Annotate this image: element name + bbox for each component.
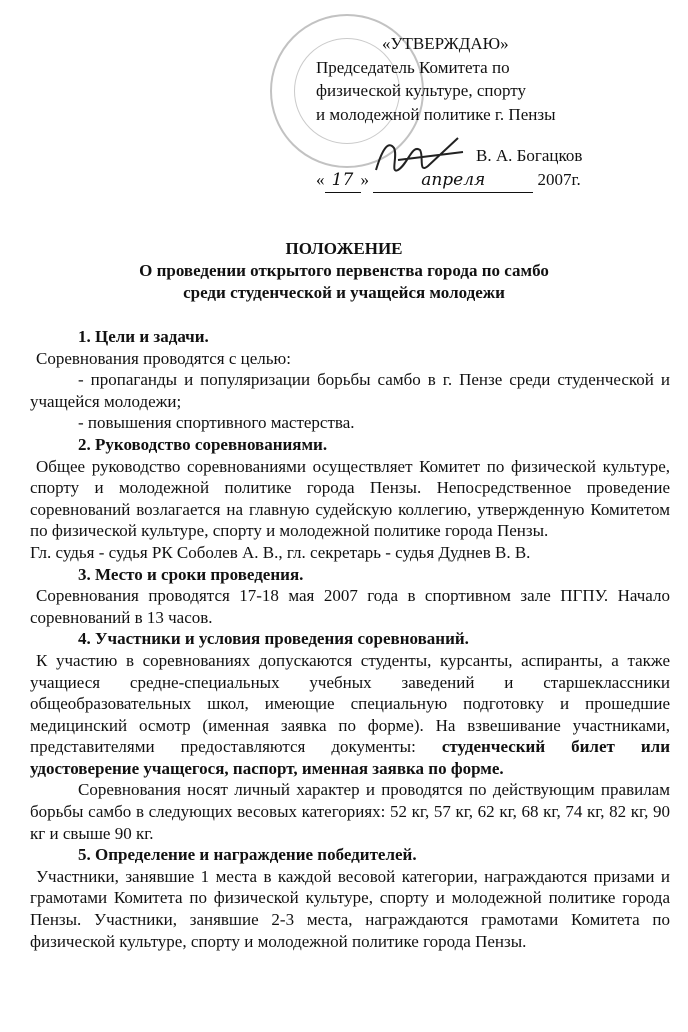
approval-line-3: и молодежной политике г. Пензы <box>316 104 556 124</box>
title-line-3: среди студенческой и учащейся молодежи <box>183 283 505 302</box>
section-4-heading: 4. Участники и условия проведения соревнований. <box>78 629 469 649</box>
section-1-heading: 1. Цели и задачи. <box>78 327 209 346</box>
document-body <box>30 326 670 952</box>
approval-date: « 17 » апреля 2007г. <box>316 168 676 194</box>
document-title <box>0 238 688 304</box>
section-4-paragraph-2: Соревнования носят личный характер и проводятся по действующим правилам борьбы самбо в следующих весовых категориях: 52 кг, 57 кг, 62 кг, 68 кг, 74 кг, 82 кг, 90 кг и свыше 90 кг. <box>30 780 670 843</box>
section-3-heading: 3. Место и сроки проведения. <box>78 564 304 584</box>
section-4-paragraph-1-text: К участию в соревнованиях допускаются студенты, курсанты, аспиранты, а также учащиеся средне-специальных учебных заведений и старшеклассники общеобразовательных школ, имеющие специальную подготовку и прошедшие медицинский осмотр (именная заявка по форме). На взвешивание участниками, представителями предоставляются документы: <box>30 650 670 757</box>
section-2-paragraph-2: Гл. судья - судья РК Соболев А. В., гл. секретарь - судья Дуднев В. В. <box>30 542 531 562</box>
section-1-paragraph-1: Соревнования проводятся с целью: <box>36 348 291 368</box>
approval-line-1: Председатель Комитета по <box>316 57 510 77</box>
section-5-paragraph-1: Участники, занявшие 1 места в каждой весовой категории, награждаются призами и грамотами Комитета по физической культуре, спорту и молодежной политике города Пензы. Участники, занявшие 2-3 места, награждаются грамотами Комитета по физической культуре, спорту и молодежной политике города Пензы. <box>30 866 670 951</box>
section-2-heading: 2. Руководство соревнованиями. <box>78 434 328 454</box>
approval-block <box>316 32 676 193</box>
signatory-name: В. А. Богацков <box>476 146 583 165</box>
section-4-documents-list: студенческий билет или удостоверение учащегося, паспорт, именная заявка по форме. <box>30 737 670 778</box>
approval-line-2: физической культуре, спорту <box>316 81 526 100</box>
section-1-paragraph-3: - повышения спортивного мастерства. <box>78 413 355 433</box>
section-2-paragraph-1: Общее руководство соревнованиями осуществляет Комитет по физической культуре, спорту и молодежной политике города Пензы. Непосредственное проведение соревнований возлагается на главную судейскую коллегию, утвержденную Комитетом по физической культуре, спорту и молодежной политике города Пензы. <box>30 456 670 541</box>
title-line-1: ПОЛОЖЕНИЕ <box>285 239 403 258</box>
date-day: 17 <box>325 169 361 194</box>
approval-heading: «УТВЕРЖДАЮ» <box>382 34 509 53</box>
section-3-paragraph-1: Соревнования проводятся 17-18 мая 2007 года в спортивном зале ПГПУ. Начало соревнований в 13 часов. <box>30 586 670 627</box>
date-month: апреля <box>373 169 533 194</box>
section-4-paragraph-1 <box>30 650 670 780</box>
title-line-2: О проведении открытого первенства города по самбо <box>139 261 549 280</box>
section-1-paragraph-2: - пропаганды и популяризации борьбы самбо в г. Пензе среди студенческой и учащейся молодежи; <box>30 370 670 411</box>
section-5-heading: 5. Определение и награждение победителей. <box>78 845 417 865</box>
date-year: 2007г. <box>537 169 581 189</box>
